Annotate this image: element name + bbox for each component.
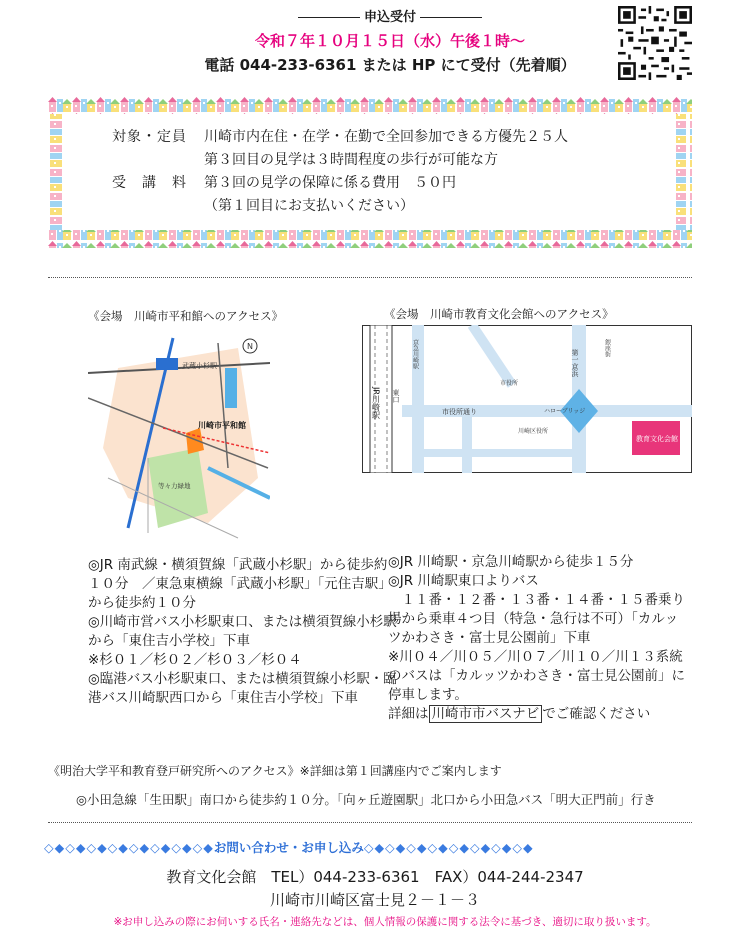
access-item: １１番・１２番・１３番・１４番・１５番乗り場から乗車４つ目（特急・急行は不可）「カルッツかわさき・富士見公園前」下車 bbox=[388, 592, 685, 646]
diamond-decoration: ◇◆◇◆◇◆◇◆◇◆◇◆◇◆◇◆ bbox=[363, 840, 534, 855]
qr-code-icon[interactable] bbox=[618, 6, 692, 80]
north-arrow-icon: N bbox=[247, 342, 253, 351]
req-label bbox=[112, 149, 204, 172]
contact-address: 川崎市川崎区富士見２－１－３ bbox=[269, 891, 480, 909]
map2-east-label: 東口 bbox=[392, 389, 400, 403]
application-phone: 電話 044-233-6361 または HP にて受付（先着順） bbox=[204, 56, 576, 74]
title-rule-right bbox=[420, 17, 482, 18]
venue1-access bbox=[88, 556, 398, 708]
access-item: ※川０４／川０５／川０７／川１０／川１３系統のバスは「カルッツかわさき・富士見公園前」に停車します。 bbox=[388, 649, 685, 703]
map2-kaku-label: 川崎区役所 bbox=[518, 428, 549, 435]
map2-cityhall-label: 市役所 bbox=[500, 380, 519, 387]
req-value: 川崎市内在住・在学・在勤で全回参加できる方優先２５人 bbox=[204, 129, 568, 145]
diamond-decoration: ◇◆◇◆◇◆◇◆◇◆◇◆◇◆◇◆ bbox=[44, 840, 214, 855]
map1-todoroki-label: 等々力緑地 bbox=[158, 482, 191, 490]
detail-line: 詳細は 川崎市市バスナビ でご確認ください bbox=[388, 706, 651, 722]
access-item: ◎JR 南武線・横須賀線「武蔵小杉駅」から徒歩約１０分 ／東急東横線「武蔵小杉駅」「元住吉駅」から徒歩約１０分 bbox=[88, 557, 392, 611]
meiji-access: ◎小田急線「生田駅」南口から徒歩約１０分。「向ヶ丘遊園駅」北口から小田急バス「明大正門前」行き bbox=[76, 792, 656, 807]
access-item: ◎JR 川崎駅・京急川崎駅から徒歩１５分 bbox=[388, 554, 634, 570]
venue2-access bbox=[388, 553, 688, 724]
requirements-frame bbox=[48, 96, 692, 248]
venue1-caption: 《会場 川崎市平和館へのアクセス》 bbox=[88, 309, 284, 323]
bus-navi-link[interactable]: 川崎市市バスナビ bbox=[429, 705, 543, 723]
access-item: ◎臨港バス小杉駅東口、または横須賀線小杉駅・臨港バス川崎駅西口から「東住吉小学校」下車 bbox=[88, 671, 397, 706]
venue2-map bbox=[362, 325, 692, 473]
req-row-target bbox=[112, 126, 568, 149]
title-rule-left bbox=[298, 17, 360, 18]
req-label: 対象・定員 bbox=[112, 129, 187, 145]
map2-bridge-label: ハローブリッジ bbox=[544, 408, 586, 415]
access-item: ※杉０１／杉０２／杉０３／杉０４ bbox=[88, 652, 302, 668]
map1-heiwakan-label: 川崎市平和館 bbox=[198, 421, 246, 430]
requirements-text bbox=[112, 126, 568, 218]
req-value: 第３回目の見学は３時間程度の歩行が可能な方 bbox=[204, 152, 498, 168]
map2-hall-label: 教育文化会館 bbox=[636, 435, 678, 443]
map2-jr-label: JR川崎駅 bbox=[371, 387, 381, 419]
venue1-map bbox=[88, 328, 270, 546]
access-item: ◎JR 川崎駅東口よりバス bbox=[388, 573, 539, 589]
contact-tel-fax: 教育文化会館 TEL）044-233-6361 FAX）044-244-2347 bbox=[166, 868, 584, 886]
req-label: 受 講 料 bbox=[112, 175, 187, 191]
map2-street-label: 市役所通り bbox=[442, 408, 477, 416]
req-row-fee bbox=[112, 172, 568, 195]
contact-heading: ◇◆◇◆◇◆◇◆◇◆◇◆◇◆◇◆お問い合わせ・お申し込み◇◆◇◆◇◆◇◆◇◆◇◆◇◆◇◆ bbox=[44, 840, 534, 855]
application-date: 令和７年１０月１５日（水）午後１時～ bbox=[254, 32, 525, 50]
section-divider bbox=[48, 277, 692, 278]
section-divider bbox=[48, 822, 692, 823]
req-value: 第３回の見学の保障に係る費用 ５０円 bbox=[204, 175, 456, 191]
access-item: ◎川崎市営バス小杉駅東口、または横須賀線小杉駅から「東住吉小学校」下車 bbox=[88, 614, 397, 649]
map1-station-label: 武蔵小杉駅 bbox=[182, 362, 217, 370]
map2-ginza-label: 銀座街 bbox=[603, 339, 611, 357]
map2-keikyu-label: 京急川崎駅 bbox=[411, 339, 419, 369]
map2-daiichi-label: 第一京浜 bbox=[571, 349, 579, 377]
req-label bbox=[112, 195, 204, 218]
application-heading: 申込受付 bbox=[0, 6, 740, 25]
venue2-caption: 《会場 川崎市教育文化会館へのアクセス》 bbox=[384, 307, 614, 321]
req-row-fee-note bbox=[112, 195, 568, 218]
meiji-caption: 《明治大学平和教育登戸研究所へのアクセス》※詳細は第１回講座内でご案内します bbox=[48, 764, 502, 778]
req-value: （第１回目にお支払いください） bbox=[204, 198, 414, 214]
req-row-target-note bbox=[112, 149, 568, 172]
privacy-note: ※お申し込みの際にお伺いする氏名・連絡先などは、個人情報の保護に関する法令に基づき、適切に取り扱います。 bbox=[113, 916, 657, 928]
